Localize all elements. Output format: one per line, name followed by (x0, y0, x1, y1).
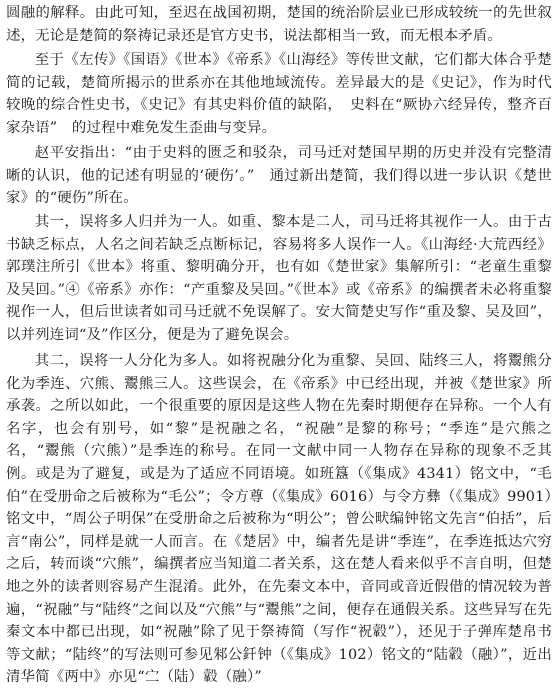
paragraph-4: 其一，误将多人归并为一人。如重、黎本是二人，司马迁将其视作一人。由于古书缺乏标点，人名之间若缺乏点断标记，容易将多人误作一人。《山海经·大荒西经》郭璞注所引《世本》将重、黎明确分开，也有如《楚世家》集解所引：“老童生重黎及吴回。”④《帝系》亦作：“产重黎及吴回。”《世本》或《帝系》的编撰者未必将重黎视作一人，但后世读者如司马迁就不免误解了。安大简楚史写作“重及黎、吴及回”，以并列连词“及”作区分，便是为了避免误会。 (6, 214, 552, 343)
paragraph-2: 至于《左传》《国语》《世本》《帝系》《山海经》等传世文献，它们都大体合乎楚简的记载，楚简所揭示的世系亦在其他地域流传。差异最大的是《史记》，作为时代较晚的综合性史书，《史记》有其史料价值的缺陷， 史料在“厥协六经异传，整齐百家杂语” 的过程中难免发生歪曲与变异。 (6, 52, 552, 136)
paragraph-3: 赵平安指出：“由于史料的匮乏和驳杂，司马迁对楚国早期的历史并没有完整清晰的认识，他的记述有明显的‘硬伤’。” 通过新出楚简，我们得以进一步认识《楚世家》的“硬伤”所在。 (6, 145, 552, 207)
paragraph-1: 圆融的解释。由此可知，至迟在战国初期，楚国的统治阶层业已形成较统一的先世叙述，无论是楚简的祭祷记录还是官方史书，说法都相当一致，而无根本矛盾。 (6, 5, 552, 44)
paragraph-5: 其二，误将一人分化为多人。如将祝融分化为重黎、吴回、陆终三人，将鬻熊分化为季连、穴熊、鬻熊三人。这些误会，在《帝系》中已经出现，并被《楚世家》所承袭。之所以如此，一个很重要的原因是这些人物在先秦时期便存在异称。一个人有名字，也会有别号，如“黎”是祝融之名，“祝融”是黎的称号；“季连”是穴熊之名，“鬻熊（穴熊）”是季连的称号。在同一文献中同一人物存在异称的现象不乏其例。或是为了避复，或是为了适应不同语境。如班簋（《集成》4341）铭文中，“毛伯”在受册命之后被称为“毛公”；令方尊（《集成》6016）与令方彝（《集成》9901）铭文中，“周公子明保”在受册命之后被称为“明公”；曾公畎编钟铭文先言“伯括”，后言“南公”，同样是就一人而言。在《楚居》中，编者先是讲“季连”，在季连抵达穴穷之后，转而谈“穴熊”，编撰者应当知道二者关系，这在楚人看来似乎不言自明，但楚地之外的读者则容易产生混淆。此外，在先秦文本中，音同或音近假借的情况较为普遍，“祝融”与“陆终”之间以及“穴熊”与“鬻熊”之间，便存在通假关系。这些异写在先秦文本中都已出现，如“祝融”除了见于祭祷简（写作“祝𩌊”），还见于子弹库楚帛书等文献；“陆终”的写法则可参见邾公釺钟（《集成》102）铭文的“陆𩌊（融）”，近出清华简《两中》亦见“㝉（陆）𩌊（融）” (6, 353, 552, 686)
